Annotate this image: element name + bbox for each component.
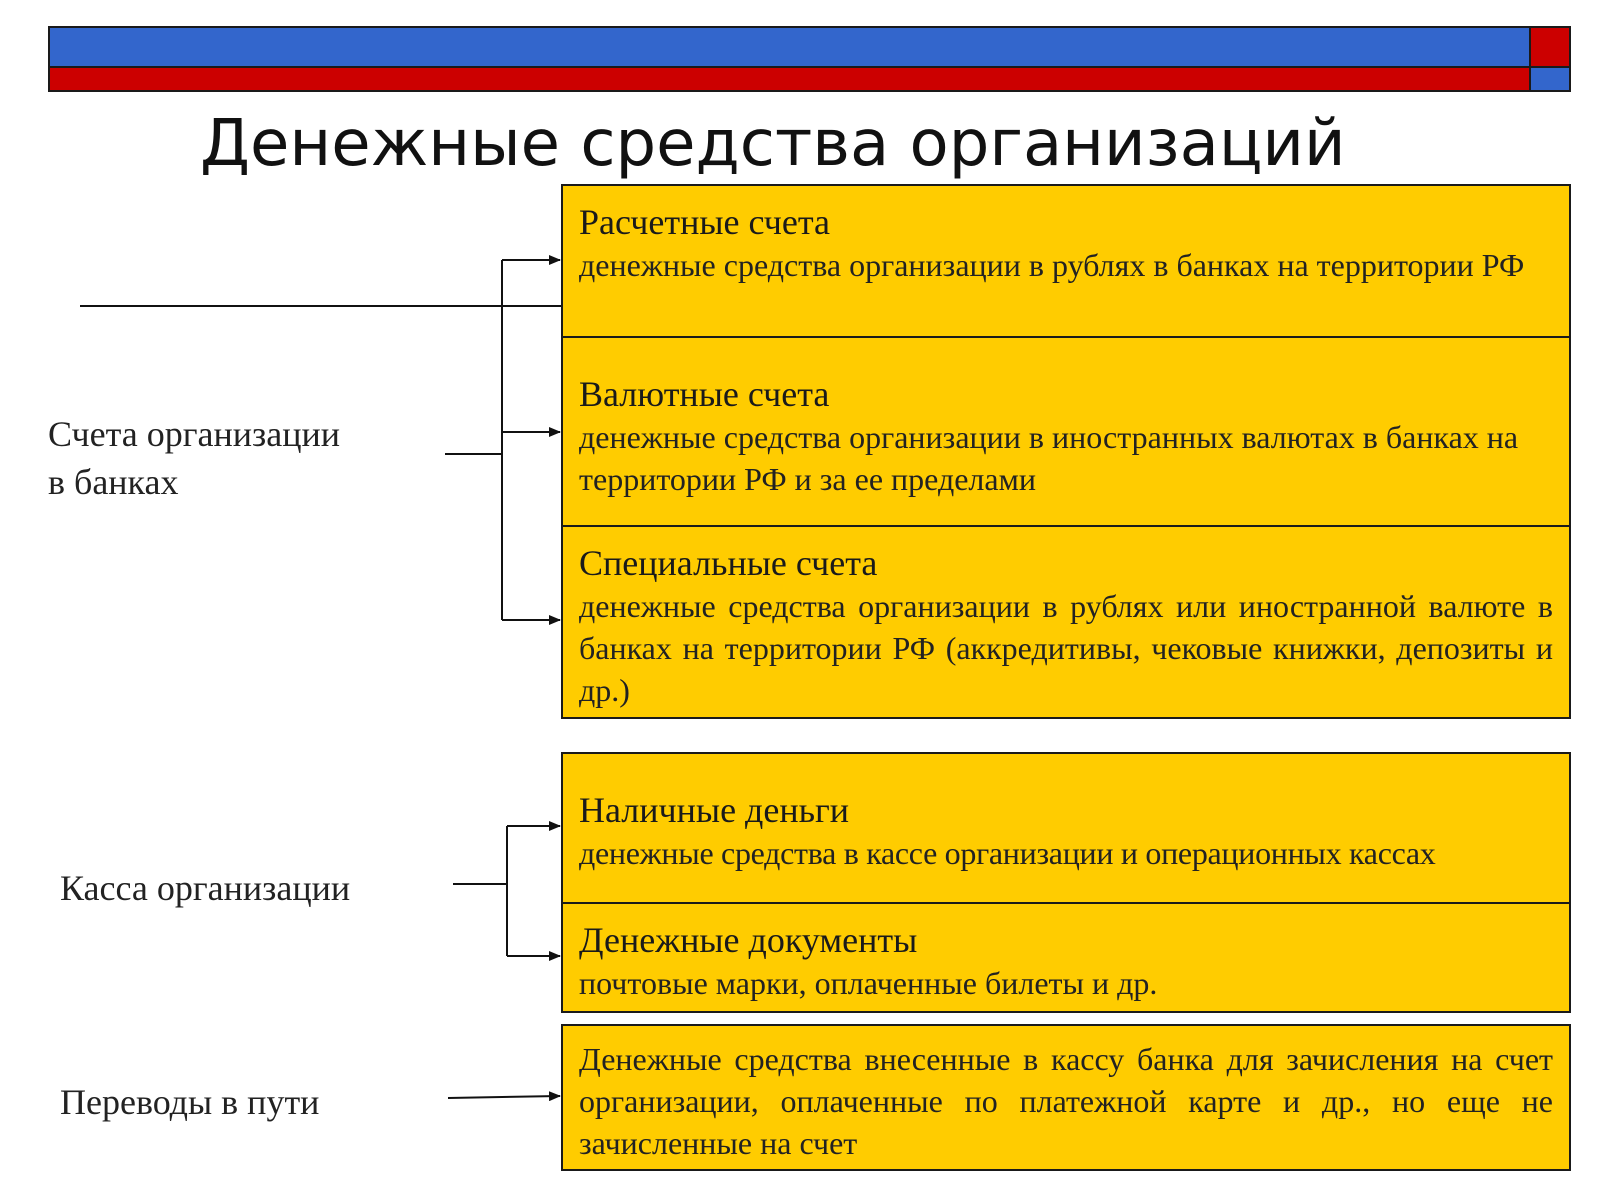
box-description: денежные средства организации в рублях или иностранной валюте в банках на территории РФ (аккредитивы, чековые книжки, депозиты и др.) xyxy=(579,588,1553,708)
box-description: денежные средства в кассе организации и операционных кассах xyxy=(579,835,1436,871)
group-label-bank-accounts-text: Счета организации в банках xyxy=(48,414,341,502)
box-description: Денежные средства внесенные в кассу банка для зачисления на счет организации, оплаченные по платежной карте и др., но еще не зачисленные на счет xyxy=(579,1041,1553,1161)
box-currency-accounts xyxy=(561,336,1571,527)
group-label-in-transit: Переводы в пути xyxy=(60,1082,320,1122)
box-title: Валютные счета xyxy=(579,374,830,414)
box-title: Специальные счета xyxy=(579,543,878,583)
box-title: Денежные документы xyxy=(579,920,918,960)
box-special-accounts xyxy=(561,525,1571,719)
box-title: Наличные деньги xyxy=(579,790,850,830)
arrow-to-transit xyxy=(448,1096,560,1098)
box-description: денежные средства организации в иностранных валютах в банках на территории РФ и за ее пределами xyxy=(579,419,1519,497)
box-description: почтовые марки, оплаченные билеты и др. xyxy=(579,965,1158,1001)
page-title: Денежные средства организаций xyxy=(200,107,1346,181)
box-settlement-accounts xyxy=(561,184,1571,338)
box-title: Расчетные счета xyxy=(579,202,830,242)
box-cash xyxy=(561,752,1571,904)
box-description: денежные средства организации в рублях в банках на территории РФ xyxy=(579,247,1525,283)
box-transfers-in-transit xyxy=(561,1024,1571,1171)
group-label-bank-accounts xyxy=(48,410,340,506)
group-label-cash-desk: Касса организации xyxy=(60,868,351,908)
box-money-documents xyxy=(561,902,1571,1013)
